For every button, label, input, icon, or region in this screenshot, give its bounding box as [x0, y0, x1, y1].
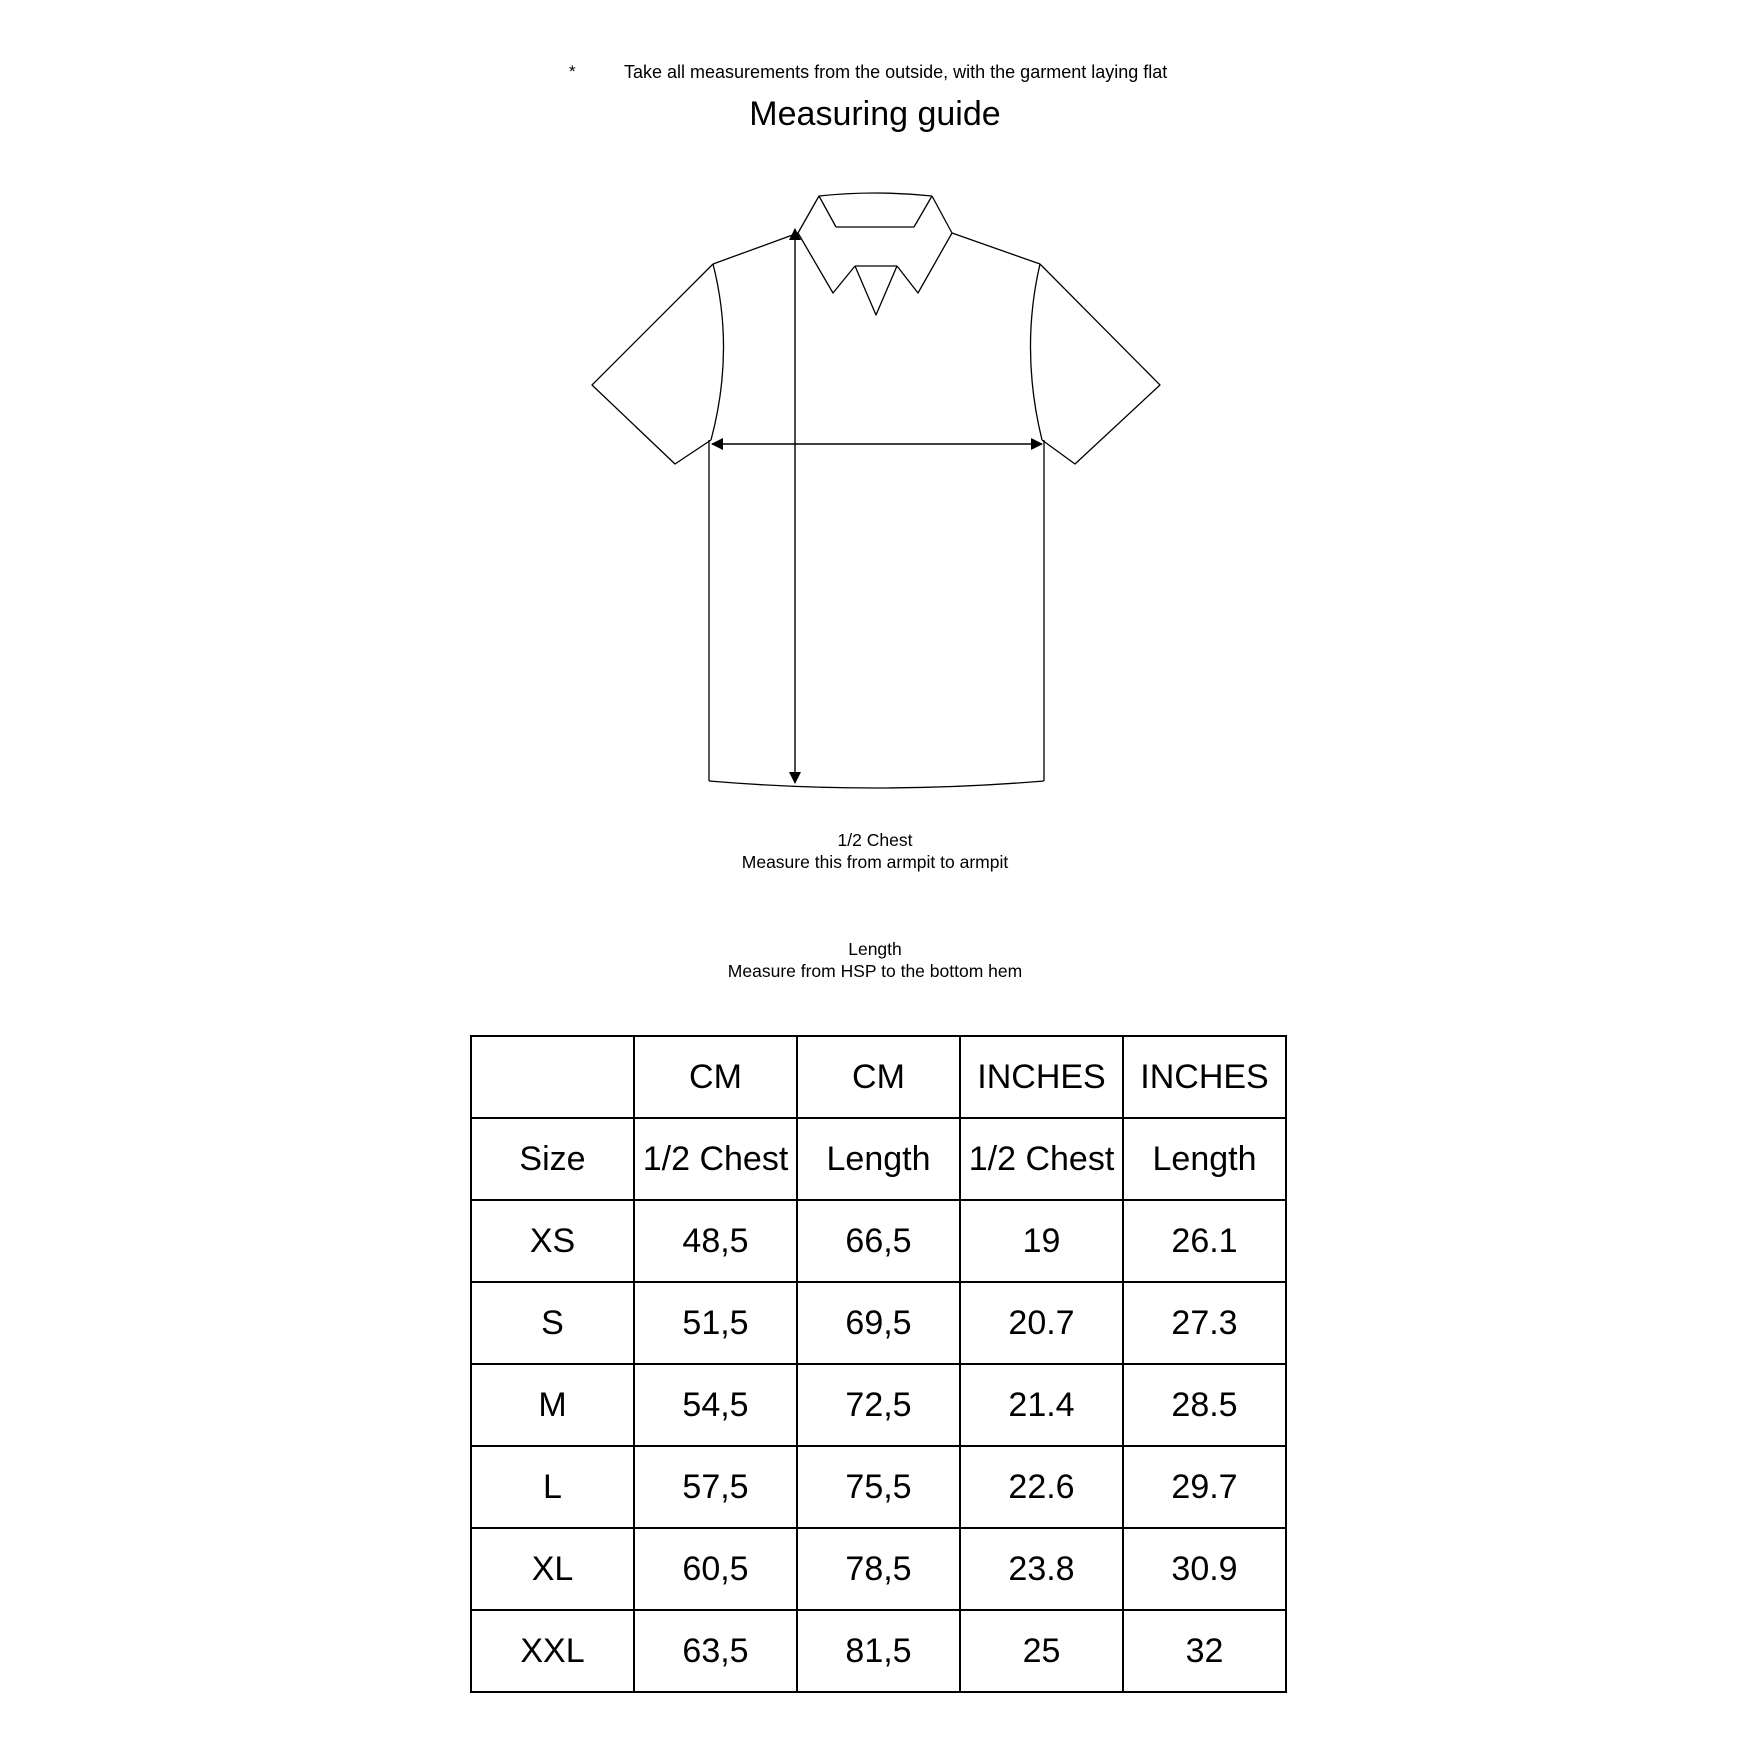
value-cell: 48,5: [634, 1200, 797, 1282]
value-cell: 81,5: [797, 1610, 960, 1692]
value-cell: 30.9: [1123, 1528, 1286, 1610]
collar-right-leaf: [897, 196, 952, 293]
table-row: [471, 1282, 1286, 1364]
header-cell: 1/2 Chest: [634, 1118, 797, 1200]
collar-back: [819, 193, 932, 196]
value-cell: 32: [1123, 1610, 1286, 1692]
value-cell: 20.7: [960, 1282, 1123, 1364]
table-row: [471, 1446, 1286, 1528]
value-cell: 72,5: [797, 1364, 960, 1446]
right-sleeve: [1040, 264, 1160, 464]
value-cell: 51,5: [634, 1282, 797, 1364]
chest-caption-heading: 1/2 Chest: [837, 830, 913, 850]
placket: [855, 266, 897, 315]
shirt-outline: [592, 193, 1160, 788]
page-title: Measuring guide: [749, 95, 1001, 133]
unit-cell: [471, 1036, 634, 1118]
value-cell: 75,5: [797, 1446, 960, 1528]
header-row: [471, 1118, 1286, 1200]
left-shoulder: [713, 233, 798, 264]
header-cell: Size: [471, 1118, 634, 1200]
value-cell: 19: [960, 1200, 1123, 1282]
collar-inner-right: [914, 196, 932, 227]
left-armhole: [711, 264, 724, 440]
value-cell: 66,5: [797, 1200, 960, 1282]
length-caption-detail: Measure from HSP to the bottom hem: [727, 961, 1023, 981]
length-caption-heading: Length: [848, 939, 902, 959]
value-cell: 60,5: [634, 1528, 797, 1610]
table-row: [471, 1200, 1286, 1282]
unit-cell: INCHES: [960, 1036, 1123, 1118]
value-cell: 22.6: [960, 1446, 1123, 1528]
unit-cell: CM: [634, 1036, 797, 1118]
size-cell: XXL: [471, 1610, 634, 1692]
value-cell: 29.7: [1123, 1446, 1286, 1528]
size-chart-table: [470, 1035, 1287, 1693]
header-cell: Length: [797, 1118, 960, 1200]
value-cell: 25: [960, 1610, 1123, 1692]
value-cell: 69,5: [797, 1282, 960, 1364]
left-sleeve: [592, 264, 713, 464]
value-cell: 28.5: [1123, 1364, 1286, 1446]
value-cell: 78,5: [797, 1528, 960, 1610]
value-cell: 21.4: [960, 1364, 1123, 1446]
value-cell: 57,5: [634, 1446, 797, 1528]
right-armhole: [1030, 264, 1042, 440]
table-row: [471, 1610, 1286, 1692]
value-cell: 54,5: [634, 1364, 797, 1446]
bottom-hem: [709, 781, 1044, 788]
value-cell: 27.3: [1123, 1282, 1286, 1364]
size-cell: S: [471, 1282, 634, 1364]
unit-cell: INCHES: [1123, 1036, 1286, 1118]
chest-caption: [0, 829, 1750, 873]
value-cell: 63,5: [634, 1610, 797, 1692]
measurement-note: Take all measurements from the outside, with the garment laying flat: [624, 62, 1168, 82]
size-cell: XL: [471, 1528, 634, 1610]
table-row: [471, 1528, 1286, 1610]
length-caption: [0, 938, 1750, 982]
collar-inner-left: [819, 196, 836, 227]
unit-cell: CM: [797, 1036, 960, 1118]
unit-row: [471, 1036, 1286, 1118]
size-cell: XS: [471, 1200, 634, 1282]
table-row: [471, 1364, 1286, 1446]
value-cell: 26.1: [1123, 1200, 1286, 1282]
header-cell: Length: [1123, 1118, 1286, 1200]
right-shoulder: [952, 233, 1040, 264]
size-cell: L: [471, 1446, 634, 1528]
size-cell: M: [471, 1364, 634, 1446]
value-cell: 23.8: [960, 1528, 1123, 1610]
header-cell: 1/2 Chest: [960, 1118, 1123, 1200]
asterisk-marker: *: [569, 62, 576, 81]
chest-caption-detail: Measure this from armpit to armpit: [741, 852, 1009, 872]
